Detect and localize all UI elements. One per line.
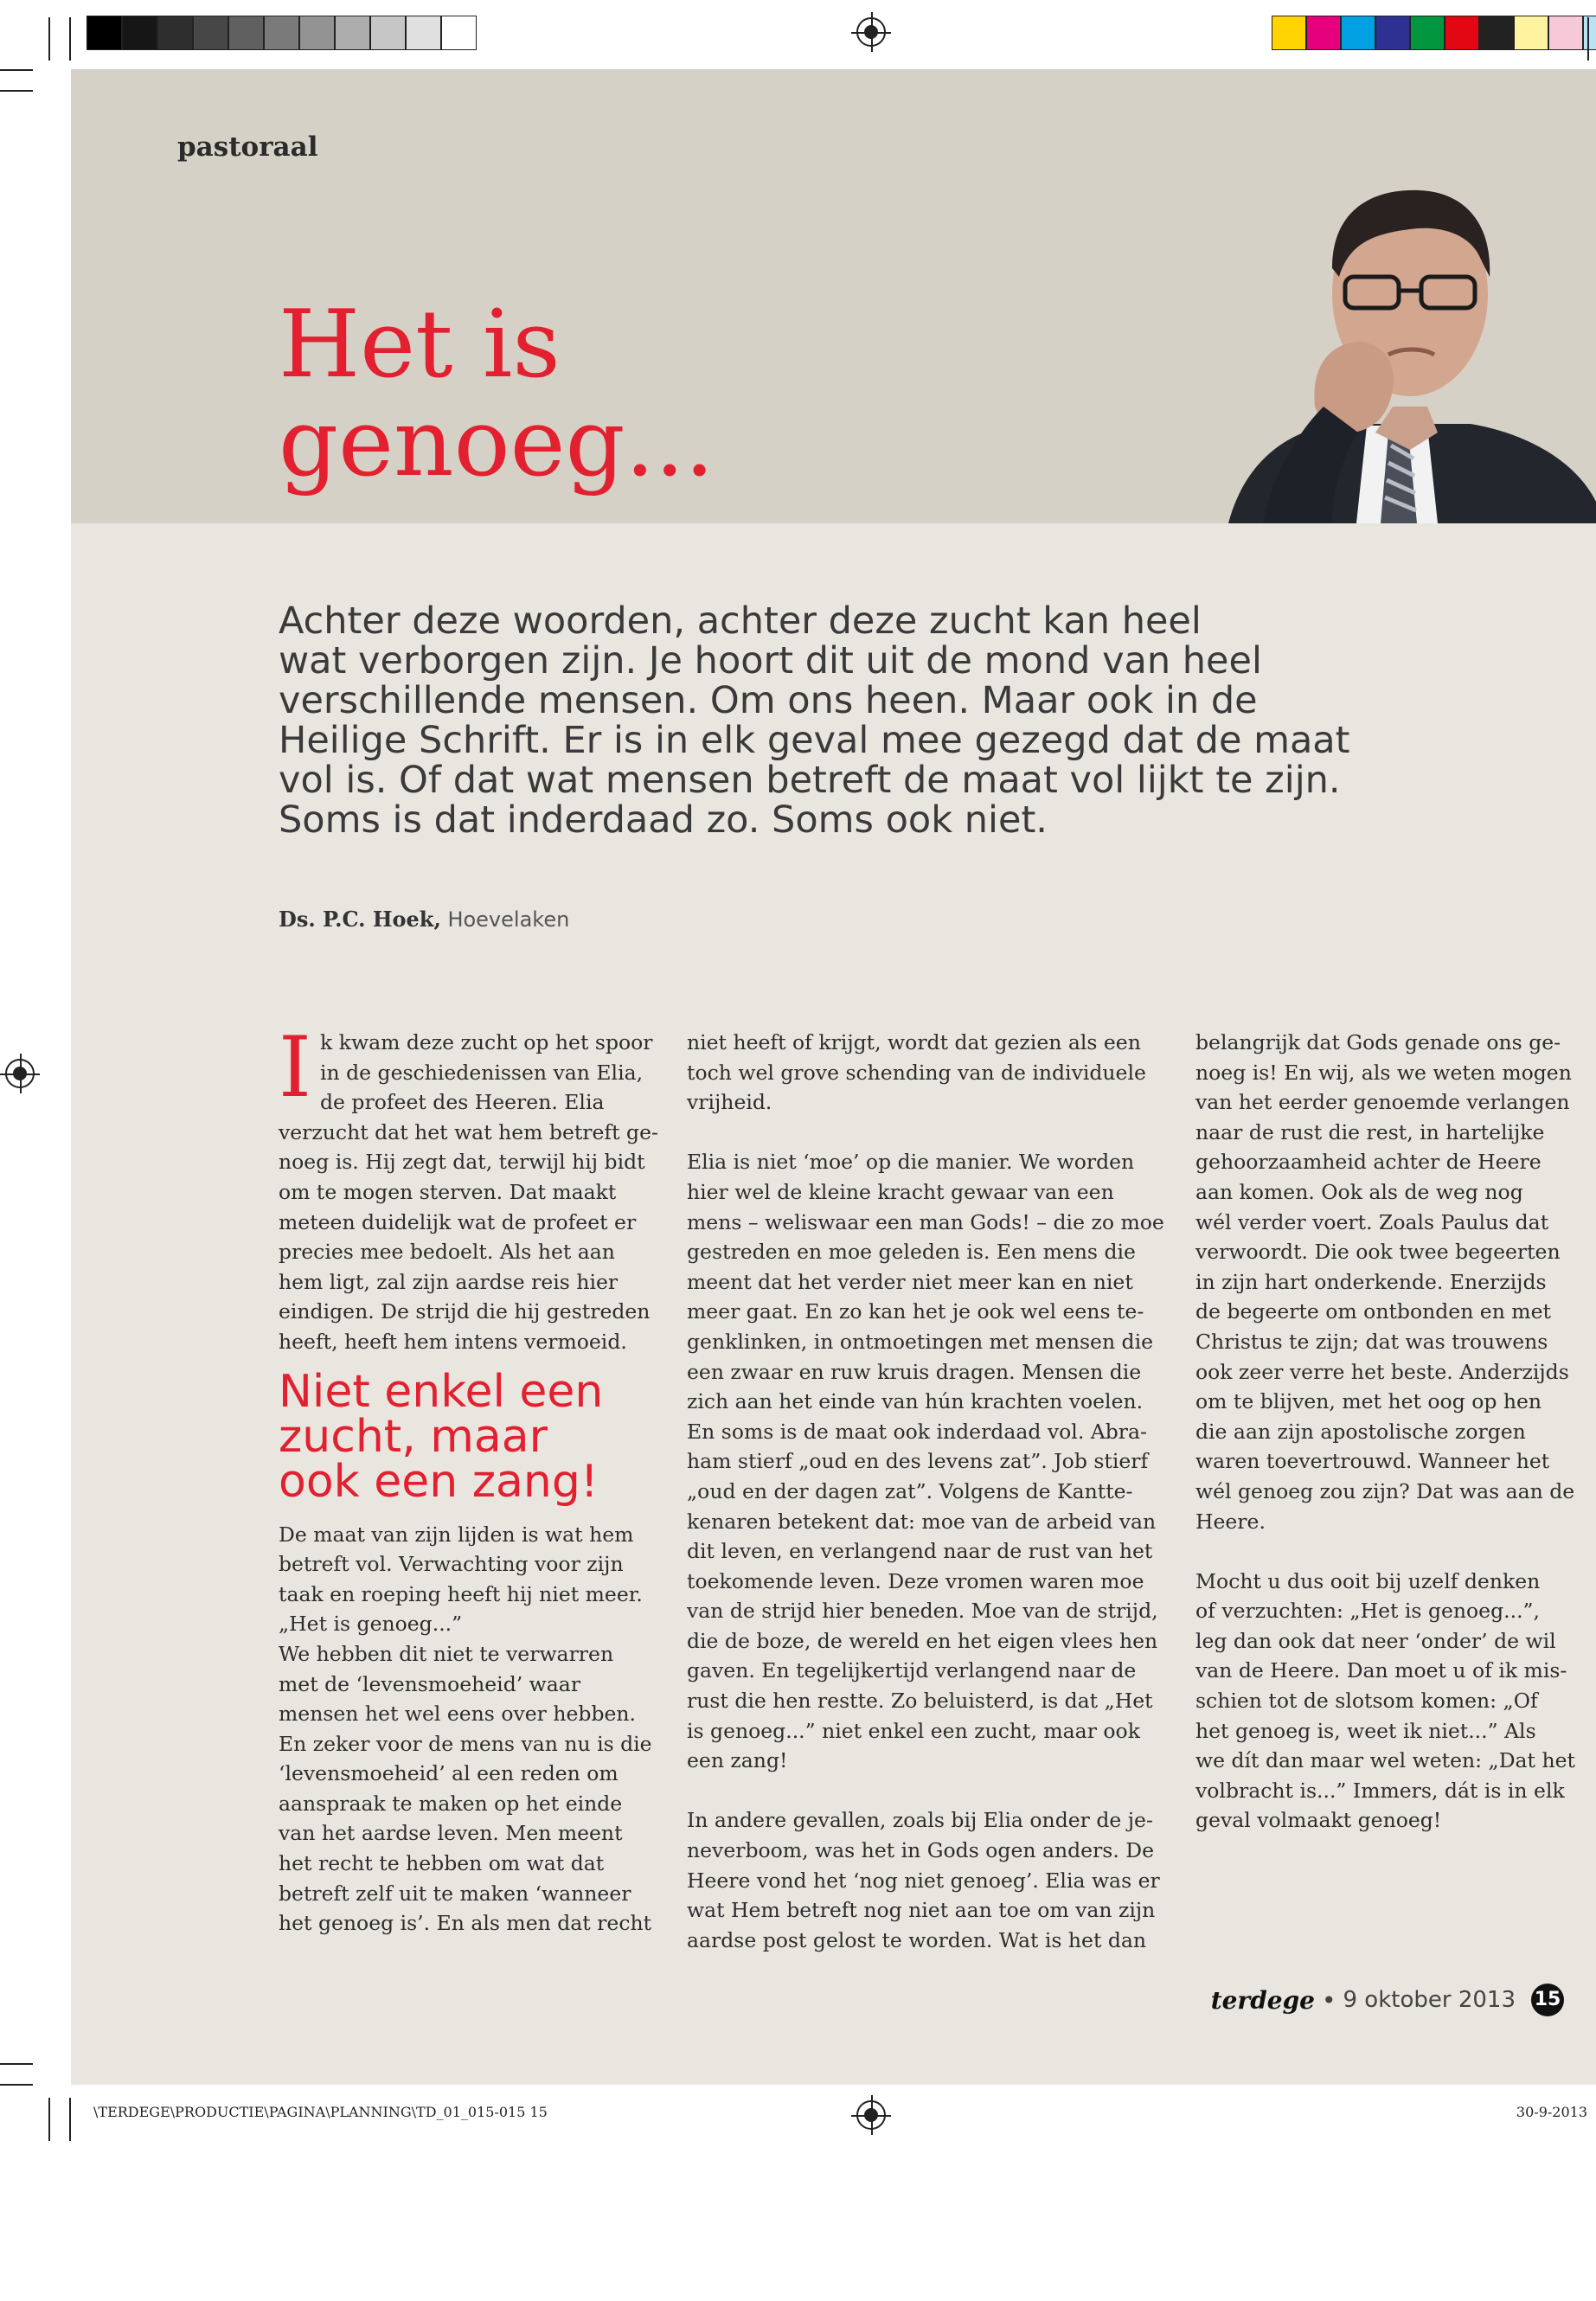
gray-swatch [157,16,193,50]
gray-swatch [441,16,477,50]
text-line: heeft, heeft hem intens vermoeid. [279,1329,627,1354]
gray-swatch [335,16,370,50]
text-line: neverboom, was het in Gods ogen anders. De [687,1838,1155,1863]
intro-line: Soms is dat inderdaad zo. Soms ook niet. [279,798,1048,842]
text-line: leg dan ook dat neer ‘onder’ de wil [1195,1628,1556,1653]
text-line: hem ligt, zal zijn aardse reis hier [279,1269,619,1294]
crop-mark [48,17,50,61]
color-swatch [1583,16,1596,50]
gray-swatch [370,16,406,50]
text-line: De maat van zijn lijden is wat hem [279,1522,634,1547]
text-line: ham stierf „oud en des levens zat”. Job stierf [687,1449,1149,1474]
text-line: is genoeg...” niet enkel een zucht, maar ook [687,1718,1140,1743]
article-column-3 [1195,1028,1576,1836]
text-line: waren toevertrouwd. Wanneer het [1195,1449,1550,1474]
gray-swatch [87,16,122,50]
gray-swatch [264,16,299,50]
intro-line: wat verborgen zijn. Je hoort dit uit de mond van heel [279,639,1262,683]
registration-mark-top [856,17,886,47]
text-line: taak en roeping heeft hij niet meer. [279,1581,643,1606]
page-footer [1211,1984,1564,2016]
text-line: hier wel de kleine kracht gewaar van een [687,1179,1114,1204]
headline [279,291,715,497]
text-line: We hebben dit niet te verwarren [279,1641,614,1666]
text-line: Heere. [1195,1509,1266,1534]
footer-separator: • [1321,1985,1336,2015]
text-line: toch wel grove schending van de individuele [687,1060,1146,1085]
text-line: volbracht is...” Immers, dát is in elk [1195,1778,1565,1803]
text-line: vrijheid. [687,1090,772,1115]
article-column-2 [687,1028,1164,1955]
gray-swatch [406,16,441,50]
color-swatch [1341,16,1375,50]
text-line: belangrijk dat Gods genade ons ge- [1195,1030,1561,1054]
text-line: noeg is. Hij zegt dat, terwijl hij bidt [279,1150,645,1175]
color-swatch [1548,16,1583,50]
text-line: betreft vol. Verwachting voor zijn [279,1552,624,1577]
text-line: noeg is! En wij, als we weten mogen [1195,1060,1572,1085]
intro-line: verschillende mensen. Om ons heen. Maar ook in de [279,679,1258,722]
text-line: En zeker voor de mens van nu is die [279,1731,652,1756]
author-name: Ds. P.C. Hoek, [279,907,441,932]
crop-mark [69,2098,71,2141]
color-swatch [1479,16,1514,50]
text-line: een zwaar en ruw kruis dragen. Mensen die [687,1359,1142,1384]
registration-mark-bottom [856,2100,886,2130]
text-line: schien tot de slotsom komen: „Of [1195,1689,1538,1714]
text-line: van het aardse leven. Men meent [279,1821,623,1846]
crop-mark [0,69,33,71]
crop-mark [0,2084,33,2086]
text-line: het genoeg is’. En als men dat recht [279,1911,652,1936]
text-line: gestreden en moe geleden is. Een mens die [687,1240,1136,1265]
drop-cap: I [279,1019,311,1116]
text-line: naar de rust die rest, in hartelijke [1195,1119,1545,1144]
text-line: in zijn hart onderkende. Enerzijds [1195,1269,1547,1294]
paragraph-gap [1195,1536,1576,1567]
paragraph-gap [687,1776,1067,1806]
text-line: „oud en der dagen zat”. Volgens de Kantte- [687,1478,1133,1503]
text-line: een zang! [687,1748,788,1773]
intro-line: Achter deze woorden, achter deze zucht kan heel [279,599,1202,643]
text-line: wél genoeg zou zijn? Dat was aan de [1195,1478,1575,1503]
text-line: in de geschiedenissen van Elia, [320,1060,644,1085]
text-line: de begeerte om ontbonden en met [1195,1299,1551,1324]
gray-swatch [122,16,157,50]
text-line: „Het is genoeg...” [279,1612,463,1637]
issue-date: 9 oktober 2013 [1343,1987,1516,2013]
text-line: wél verder voert. Zoals Paulus dat [1195,1209,1549,1234]
text-line: ‘levensmoeheid’ al een reden om [279,1761,619,1786]
gray-swatch [193,16,228,50]
crop-mark [69,17,71,61]
text-line: toekomende leven. Deze vromen waren moe [687,1568,1144,1593]
crop-mark [0,2063,33,2065]
text-line: k kwam deze zucht op het spoor [320,1030,653,1054]
text-line: om te mogen sterven. Dat maakt [279,1179,617,1204]
paragraph-gap [687,1118,1067,1148]
file-path-slug: \TERDEGE\PRODUCTIE\PAGINA\PLANNING\TD_01_015-015 15 [93,2104,548,2120]
byline [279,907,569,932]
text-line: mensen het wel eens over hebben. [279,1702,637,1727]
intro-paragraph [279,601,1472,840]
text-line: In andere gevallen, zoals bij Elia onder de je- [687,1808,1153,1833]
text-line: verzucht dat het wat hem betreft ge- [279,1119,658,1144]
text-line: aardse post gelost te worden. Wat is het dan [687,1927,1147,1952]
text-line: gehoorzaamheid achter de Heere [1195,1150,1542,1175]
color-swatch [1272,16,1306,50]
crop-mark [48,2098,50,2141]
text-line: En soms is de maat ook inderdaad vol. Abra- [687,1419,1147,1444]
text-line: aan komen. Ook als de weg nog [1195,1179,1523,1204]
subheading [279,1365,659,1508]
text-line: Elia is niet ‘moe’ op die manier. We worden [687,1150,1135,1175]
text-line: rust die hen restte. Zo beluisterd, is dat „Het [687,1689,1153,1714]
text-line: het recht te hebben om wat dat [279,1851,605,1876]
text-line: betreft zelf uit te maken ‘wanneer [279,1881,631,1906]
color-swatch [1375,16,1410,50]
color-swatch [1514,16,1548,50]
text-line: het genoeg is, weet ik niet...” Als [1195,1718,1536,1743]
text-line: verwoordt. Die ook twee begeerten [1195,1240,1561,1265]
article-column-1 [279,1019,659,1939]
subheading-line: zucht, maar [279,1410,548,1463]
text-line: de profeet des Heeren. Elia [320,1090,605,1115]
text-line: eindigen. De strijd die hij gestreden [279,1299,651,1324]
text-line: Christus te zijn; dat was trouwens [1195,1329,1548,1354]
slug-date: 30-9-2013 [1516,2104,1587,2120]
text-line: Heere vond het ‘nog niet genoeg’. Elia was er [687,1868,1160,1893]
headline-line: genoeg... [279,389,715,497]
text-line: die aan zijn apostolische zorgen [1195,1419,1526,1444]
text-line: geval volmaakt genoeg! [1195,1808,1442,1833]
color-swatch [1445,16,1479,50]
text-line: dit leven, en verlangend naar de rust van het [687,1539,1153,1564]
text-line: die de boze, de wereld en het eigen vlees hen [687,1628,1158,1653]
subheading-line: ook een zang! [279,1455,599,1508]
text-line: of verzuchten: „Het is genoeg...”, [1195,1599,1541,1624]
crop-mark [1587,17,1589,61]
text-line: meent dat het verder niet meer kan en niet [687,1269,1133,1294]
text-line: Mocht u dus ooit bij uzelf denken [1195,1568,1541,1593]
text-line: kenaren betekent dat: moe van de arbeid van [687,1509,1157,1534]
text-line: wat Hem betreft nog niet aan toe om van zijn [687,1898,1156,1923]
author-photo [1211,147,1596,523]
section-label: pastoraal [177,131,318,163]
text-line: zich aan het einde van hún krachten voelen. [687,1389,1144,1414]
text-line: van de Heere. Dan moet u of ik mis- [1195,1658,1567,1683]
text-line: gaven. En tegelijkertijd verlangend naar de [687,1658,1137,1683]
text-line: precies mee bedoelt. Als het aan [279,1240,615,1265]
gray-swatch [299,16,335,50]
text-line: mens – weliswaar een man Gods! – die zo moe [687,1209,1164,1234]
text-line: met de ‘levensmoeheid’ waar [279,1671,581,1696]
text-line: van het eerder genoemde verlangen [1195,1090,1570,1115]
author-place: Hoevelaken [447,907,570,932]
text-line: niet heeft of krijgt, wordt dat gezien als een [687,1030,1141,1054]
page-number: 15 [1531,1984,1564,2016]
intro-line: vol is. Of dat wat mensen betreft de maat vol lijkt te zijn. [279,759,1341,802]
registration-mark-left [5,1059,35,1088]
text-line: aanspraak te maken op het einde [279,1791,623,1816]
text-line: van de strijd hier beneden. Moe van de strijd, [687,1599,1158,1624]
subheading-line: Niet enkel een [279,1365,604,1418]
color-swatch [1410,16,1445,50]
color-swatch [1306,16,1341,50]
text-line: meteen duidelijk wat de profeet er [279,1209,637,1234]
text-line: we dít dan maar wel weten: „Dat het [1195,1748,1575,1773]
text-line: meer gaat. En zo kan het je ook wel eens te- [687,1299,1144,1324]
text-line: ook zeer verre het beste. Anderzijds [1195,1359,1569,1384]
gray-swatch [228,16,264,50]
magazine-logo: terdege [1210,1985,1315,2015]
magazine-page [71,69,1596,2085]
crop-mark [0,90,33,92]
text-line: genklinken, in ontmoetingen met mensen die [687,1329,1154,1354]
headline-line: Het is [279,291,561,399]
text-line: om te blijven, met het oog op hen [1195,1389,1542,1414]
intro-line: Heilige Schrift. Er is in elk geval mee gezegd dat de maat [279,719,1350,762]
